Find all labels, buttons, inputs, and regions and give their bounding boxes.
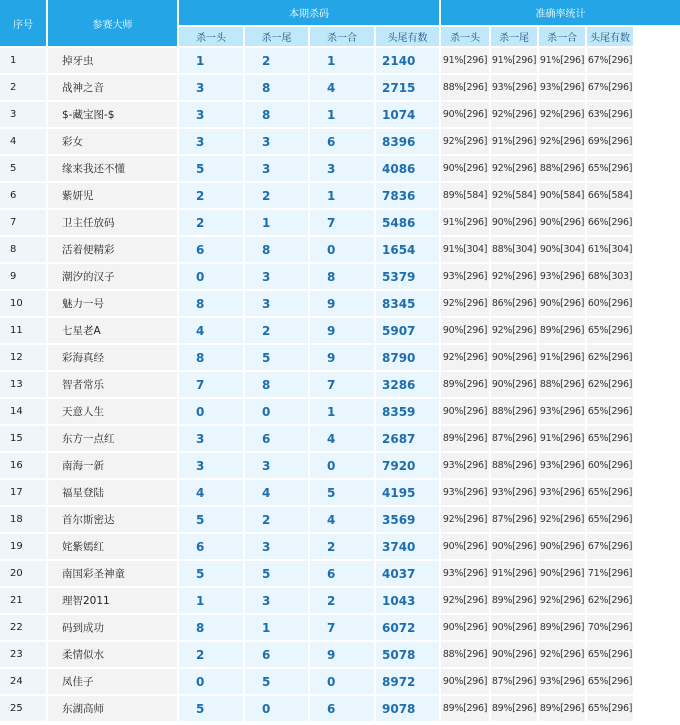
acc-sum-value: 88%[296] bbox=[539, 156, 585, 181]
acc-head-tail-value: 70%[296] bbox=[587, 615, 633, 640]
kill-sum-value: 0 bbox=[310, 237, 374, 262]
kill-tail-value: 3 bbox=[245, 588, 308, 613]
acc-tail-value: 92%[296] bbox=[491, 156, 537, 181]
kill-tail-value: 5 bbox=[245, 669, 308, 694]
acc-sum-value: 89%[296] bbox=[539, 696, 585, 721]
row-index: 14 bbox=[0, 399, 46, 424]
acc-head-tail-value: 66%[296] bbox=[587, 210, 633, 235]
row-index: 20 bbox=[0, 561, 46, 586]
acc-head-tail-value: 63%[296] bbox=[587, 102, 633, 127]
acc-head-value: 92%[296] bbox=[441, 345, 489, 370]
kill-tail-value: 3 bbox=[245, 291, 308, 316]
acc-head-value: 93%[296] bbox=[441, 480, 489, 505]
kill-head-value: 4 bbox=[179, 318, 243, 343]
acc-sum-value: 90%[296] bbox=[539, 534, 585, 559]
subheader-kill-sum: 杀一合 bbox=[310, 27, 374, 46]
kill-head-value: 1 bbox=[179, 48, 243, 73]
acc-sum-value: 92%[296] bbox=[539, 102, 585, 127]
row-index: 23 bbox=[0, 642, 46, 667]
acc-sum-value: 91%[296] bbox=[539, 426, 585, 451]
expert-name: 姹紫嫣红 bbox=[48, 534, 177, 559]
expert-name: 彩女 bbox=[48, 129, 177, 154]
kill-tail-value: 6 bbox=[245, 426, 308, 451]
acc-head-tail-value: 62%[296] bbox=[587, 588, 633, 613]
acc-head-tail-value: 65%[296] bbox=[587, 642, 633, 667]
acc-tail-value: 90%[296] bbox=[491, 534, 537, 559]
acc-head-value: 90%[296] bbox=[441, 156, 489, 181]
acc-sum-value: 90%[296] bbox=[539, 210, 585, 235]
acc-head-value: 93%[296] bbox=[441, 561, 489, 586]
kill-sum-value: 7 bbox=[310, 615, 374, 640]
subheader-acc-head-tail: 头尾有数 bbox=[587, 27, 633, 46]
acc-head-tail-value: 65%[296] bbox=[587, 156, 633, 181]
head-tail-value: 5078 bbox=[376, 642, 439, 667]
row-index: 3 bbox=[0, 102, 46, 127]
acc-tail-value: 87%[296] bbox=[491, 426, 537, 451]
subheader-acc-tail: 杀一尾 bbox=[491, 27, 537, 46]
expert-name: 战神之音 bbox=[48, 75, 177, 100]
kill-sum-value: 8 bbox=[310, 264, 374, 289]
row-index: 5 bbox=[0, 156, 46, 181]
kill-head-value: 5 bbox=[179, 561, 243, 586]
acc-head-value: 89%[584] bbox=[441, 183, 489, 208]
acc-sum-value: 90%[296] bbox=[539, 291, 585, 316]
kill-head-value: 3 bbox=[179, 129, 243, 154]
head-tail-value: 4195 bbox=[376, 480, 439, 505]
kill-tail-value: 5 bbox=[245, 345, 308, 370]
acc-head-value: 92%[296] bbox=[441, 291, 489, 316]
kill-sum-value: 9 bbox=[310, 291, 374, 316]
acc-head-tail-value: 67%[296] bbox=[587, 534, 633, 559]
row-index: 24 bbox=[0, 669, 46, 694]
acc-tail-value: 87%[296] bbox=[491, 669, 537, 694]
kill-tail-value: 8 bbox=[245, 102, 308, 127]
header-current-group: 本期杀码 bbox=[179, 0, 439, 25]
kill-sum-value: 1 bbox=[310, 48, 374, 73]
row-index: 25 bbox=[0, 696, 46, 721]
row-index: 22 bbox=[0, 615, 46, 640]
kill-head-value: 3 bbox=[179, 75, 243, 100]
kill-sum-value: 1 bbox=[310, 102, 374, 127]
acc-tail-value: 88%[296] bbox=[491, 399, 537, 424]
acc-head-value: 93%[296] bbox=[441, 453, 489, 478]
kill-head-value: 3 bbox=[179, 102, 243, 127]
kill-head-value: 2 bbox=[179, 183, 243, 208]
acc-head-value: 92%[296] bbox=[441, 507, 489, 532]
acc-tail-value: 88%[304] bbox=[491, 237, 537, 262]
expert-name: 七星老A bbox=[48, 318, 177, 343]
kill-sum-value: 9 bbox=[310, 642, 374, 667]
acc-sum-value: 89%[296] bbox=[539, 615, 585, 640]
row-index: 16 bbox=[0, 453, 46, 478]
acc-head-value: 89%[296] bbox=[441, 372, 489, 397]
head-tail-value: 2687 bbox=[376, 426, 439, 451]
acc-head-value: 93%[296] bbox=[441, 264, 489, 289]
acc-head-value: 91%[296] bbox=[441, 48, 489, 73]
kill-head-value: 6 bbox=[179, 534, 243, 559]
acc-head-tail-value: 68%[303] bbox=[587, 264, 633, 289]
acc-head-value: 90%[296] bbox=[441, 534, 489, 559]
acc-head-tail-value: 65%[296] bbox=[587, 399, 633, 424]
kill-head-value: 1 bbox=[179, 588, 243, 613]
acc-sum-value: 90%[296] bbox=[539, 561, 585, 586]
expert-name: 理智2011 bbox=[48, 588, 177, 613]
kill-tail-value: 2 bbox=[245, 507, 308, 532]
acc-head-value: 91%[304] bbox=[441, 237, 489, 262]
head-tail-value: 5379 bbox=[376, 264, 439, 289]
head-tail-value: 1043 bbox=[376, 588, 439, 613]
row-index: 19 bbox=[0, 534, 46, 559]
head-tail-value: 8345 bbox=[376, 291, 439, 316]
kill-sum-value: 4 bbox=[310, 75, 374, 100]
acc-tail-value: 90%[296] bbox=[491, 210, 537, 235]
kill-sum-value: 9 bbox=[310, 318, 374, 343]
head-tail-value: 9078 bbox=[376, 696, 439, 721]
kill-sum-value: 6 bbox=[310, 696, 374, 721]
acc-sum-value: 91%[296] bbox=[539, 48, 585, 73]
row-index: 6 bbox=[0, 183, 46, 208]
acc-head-value: 90%[296] bbox=[441, 399, 489, 424]
acc-head-value: 92%[296] bbox=[441, 588, 489, 613]
expert-name: 东湖高师 bbox=[48, 696, 177, 721]
expert-name: 彩海真经 bbox=[48, 345, 177, 370]
acc-tail-value: 90%[296] bbox=[491, 615, 537, 640]
kill-head-value: 2 bbox=[179, 642, 243, 667]
kill-sum-value: 4 bbox=[310, 507, 374, 532]
acc-sum-value: 93%[296] bbox=[539, 480, 585, 505]
head-tail-value: 3569 bbox=[376, 507, 439, 532]
expert-name: 南海一新 bbox=[48, 453, 177, 478]
row-index: 17 bbox=[0, 480, 46, 505]
acc-head-tail-value: 65%[296] bbox=[587, 507, 633, 532]
head-tail-value: 3740 bbox=[376, 534, 439, 559]
row-index: 4 bbox=[0, 129, 46, 154]
acc-tail-value: 89%[296] bbox=[491, 696, 537, 721]
kill-tail-value: 2 bbox=[245, 183, 308, 208]
header-accuracy-group: 准确率统计 bbox=[441, 0, 680, 25]
acc-head-tail-value: 60%[296] bbox=[587, 453, 633, 478]
expert-name: 南国彩圣神童 bbox=[48, 561, 177, 586]
expert-name: 柔情似水 bbox=[48, 642, 177, 667]
kill-sum-value: 7 bbox=[310, 210, 374, 235]
kill-sum-value: 9 bbox=[310, 345, 374, 370]
acc-head-value: 90%[296] bbox=[441, 102, 489, 127]
acc-tail-value: 86%[296] bbox=[491, 291, 537, 316]
acc-sum-value: 92%[296] bbox=[539, 129, 585, 154]
head-tail-value: 2140 bbox=[376, 48, 439, 73]
head-tail-value: 5907 bbox=[376, 318, 439, 343]
acc-head-value: 88%[296] bbox=[441, 75, 489, 100]
acc-head-tail-value: 60%[296] bbox=[587, 291, 633, 316]
row-index: 10 bbox=[0, 291, 46, 316]
expert-name: 智者常乐 bbox=[48, 372, 177, 397]
row-index: 13 bbox=[0, 372, 46, 397]
acc-tail-value: 92%[296] bbox=[491, 102, 537, 127]
expert-name: 凤佳子 bbox=[48, 669, 177, 694]
kill-tail-value: 3 bbox=[245, 129, 308, 154]
subheader-kill-head: 杀一头 bbox=[179, 27, 243, 46]
expert-name: 首尔斯密达 bbox=[48, 507, 177, 532]
expert-name: 紫妍児 bbox=[48, 183, 177, 208]
acc-sum-value: 89%[296] bbox=[539, 318, 585, 343]
acc-head-value: 89%[296] bbox=[441, 696, 489, 721]
acc-tail-value: 92%[296] bbox=[491, 264, 537, 289]
acc-sum-value: 93%[296] bbox=[539, 75, 585, 100]
acc-sum-value: 93%[296] bbox=[539, 399, 585, 424]
head-tail-value: 7920 bbox=[376, 453, 439, 478]
head-tail-value: 3286 bbox=[376, 372, 439, 397]
acc-sum-value: 93%[296] bbox=[539, 669, 585, 694]
acc-head-tail-value: 69%[296] bbox=[587, 129, 633, 154]
kill-sum-value: 3 bbox=[310, 156, 374, 181]
expert-name: 魅力一号 bbox=[48, 291, 177, 316]
kill-head-value: 5 bbox=[179, 507, 243, 532]
acc-head-tail-value: 62%[296] bbox=[587, 372, 633, 397]
expert-name: 天意人生 bbox=[48, 399, 177, 424]
acc-head-tail-value: 65%[296] bbox=[587, 426, 633, 451]
acc-tail-value: 93%[296] bbox=[491, 480, 537, 505]
header-index: 序号 bbox=[0, 0, 46, 46]
row-index: 11 bbox=[0, 318, 46, 343]
head-tail-value: 8790 bbox=[376, 345, 439, 370]
acc-head-value: 90%[296] bbox=[441, 669, 489, 694]
kill-sum-value: 5 bbox=[310, 480, 374, 505]
expert-name: 掉牙虫 bbox=[48, 48, 177, 73]
kill-sum-value: 7 bbox=[310, 372, 374, 397]
acc-tail-value: 90%[296] bbox=[491, 345, 537, 370]
kill-tail-value: 8 bbox=[245, 237, 308, 262]
subheader-kill-tail: 杀一尾 bbox=[245, 27, 308, 46]
acc-head-tail-value: 61%[304] bbox=[587, 237, 633, 262]
row-index: 2 bbox=[0, 75, 46, 100]
acc-head-value: 91%[296] bbox=[441, 210, 489, 235]
kill-tail-value: 3 bbox=[245, 534, 308, 559]
head-tail-value: 1654 bbox=[376, 237, 439, 262]
kill-head-value: 2 bbox=[179, 210, 243, 235]
head-tail-value: 6072 bbox=[376, 615, 439, 640]
kill-sum-value: 6 bbox=[310, 129, 374, 154]
head-tail-value: 1074 bbox=[376, 102, 439, 127]
head-tail-value: 7836 bbox=[376, 183, 439, 208]
kill-head-value: 5 bbox=[179, 156, 243, 181]
expert-name: 卫主任放码 bbox=[48, 210, 177, 235]
kill-tail-value: 1 bbox=[245, 615, 308, 640]
kill-head-value: 5 bbox=[179, 696, 243, 721]
row-index: 1 bbox=[0, 48, 46, 73]
kill-head-value: 7 bbox=[179, 372, 243, 397]
row-index: 21 bbox=[0, 588, 46, 613]
row-index: 15 bbox=[0, 426, 46, 451]
head-tail-value: 2715 bbox=[376, 75, 439, 100]
kill-tail-value: 8 bbox=[245, 75, 308, 100]
acc-tail-value: 91%[296] bbox=[491, 129, 537, 154]
acc-tail-value: 92%[584] bbox=[491, 183, 537, 208]
acc-sum-value: 93%[296] bbox=[539, 453, 585, 478]
acc-sum-value: 90%[304] bbox=[539, 237, 585, 262]
head-tail-value: 4037 bbox=[376, 561, 439, 586]
acc-head-tail-value: 65%[296] bbox=[587, 696, 633, 721]
kill-tail-value: 6 bbox=[245, 642, 308, 667]
acc-sum-value: 92%[296] bbox=[539, 507, 585, 532]
acc-sum-value: 92%[296] bbox=[539, 642, 585, 667]
acc-head-tail-value: 71%[296] bbox=[587, 561, 633, 586]
acc-sum-value: 92%[296] bbox=[539, 588, 585, 613]
row-index: 8 bbox=[0, 237, 46, 262]
acc-tail-value: 89%[296] bbox=[491, 588, 537, 613]
acc-head-tail-value: 65%[296] bbox=[587, 318, 633, 343]
row-index: 18 bbox=[0, 507, 46, 532]
expert-name: 码到成功 bbox=[48, 615, 177, 640]
kill-tail-value: 5 bbox=[245, 561, 308, 586]
acc-tail-value: 93%[296] bbox=[491, 75, 537, 100]
expert-name: 东方一点红 bbox=[48, 426, 177, 451]
kill-tail-value: 2 bbox=[245, 48, 308, 73]
acc-tail-value: 87%[296] bbox=[491, 507, 537, 532]
head-tail-value: 5486 bbox=[376, 210, 439, 235]
acc-tail-value: 90%[296] bbox=[491, 372, 537, 397]
acc-sum-value: 93%[296] bbox=[539, 264, 585, 289]
kill-tail-value: 8 bbox=[245, 372, 308, 397]
kill-head-value: 4 bbox=[179, 480, 243, 505]
kill-head-value: 0 bbox=[179, 399, 243, 424]
head-tail-value: 4086 bbox=[376, 156, 439, 181]
header-expert: 参赛大师 bbox=[48, 0, 177, 46]
kill-head-value: 8 bbox=[179, 615, 243, 640]
acc-head-tail-value: 67%[296] bbox=[587, 48, 633, 73]
expert-name: 活着便精彩 bbox=[48, 237, 177, 262]
acc-head-tail-value: 65%[296] bbox=[587, 480, 633, 505]
kill-tail-value: 3 bbox=[245, 264, 308, 289]
subheader-acc-sum: 杀一合 bbox=[539, 27, 585, 46]
kill-sum-value: 0 bbox=[310, 669, 374, 694]
acc-head-value: 92%[296] bbox=[441, 129, 489, 154]
acc-head-value: 90%[296] bbox=[441, 615, 489, 640]
kill-head-value: 0 bbox=[179, 264, 243, 289]
head-tail-value: 8972 bbox=[376, 669, 439, 694]
expert-name: 福星登陆 bbox=[48, 480, 177, 505]
expert-name: 潮汐的汉子 bbox=[48, 264, 177, 289]
expert-name: $-藏宝图-$ bbox=[48, 102, 177, 127]
acc-sum-value: 88%[296] bbox=[539, 372, 585, 397]
kill-sum-value: 0 bbox=[310, 453, 374, 478]
acc-tail-value: 91%[296] bbox=[491, 48, 537, 73]
acc-head-value: 89%[296] bbox=[441, 426, 489, 451]
kill-head-value: 6 bbox=[179, 237, 243, 262]
kill-head-value: 3 bbox=[179, 426, 243, 451]
acc-sum-value: 91%[296] bbox=[539, 345, 585, 370]
kill-tail-value: 0 bbox=[245, 399, 308, 424]
row-index: 7 bbox=[0, 210, 46, 235]
kill-sum-value: 2 bbox=[310, 588, 374, 613]
head-tail-value: 8396 bbox=[376, 129, 439, 154]
kill-head-value: 8 bbox=[179, 291, 243, 316]
expert-name: 缘来我还不懂 bbox=[48, 156, 177, 181]
acc-tail-value: 91%[296] bbox=[491, 561, 537, 586]
kill-tail-value: 1 bbox=[245, 210, 308, 235]
row-index: 9 bbox=[0, 264, 46, 289]
kill-sum-value: 1 bbox=[310, 183, 374, 208]
acc-head-tail-value: 66%[584] bbox=[587, 183, 633, 208]
acc-head-tail-value: 65%[296] bbox=[587, 669, 633, 694]
subheader-head-tail: 头尾有数 bbox=[376, 27, 439, 46]
acc-head-tail-value: 67%[296] bbox=[587, 75, 633, 100]
kill-tail-value: 0 bbox=[245, 696, 308, 721]
acc-sum-value: 90%[584] bbox=[539, 183, 585, 208]
kill-tail-value: 2 bbox=[245, 318, 308, 343]
row-index: 12 bbox=[0, 345, 46, 370]
acc-tail-value: 90%[296] bbox=[491, 642, 537, 667]
acc-head-tail-value: 62%[296] bbox=[587, 345, 633, 370]
subheader-acc-head: 杀一头 bbox=[441, 27, 489, 46]
kill-head-value: 0 bbox=[179, 669, 243, 694]
acc-head-value: 88%[296] bbox=[441, 642, 489, 667]
kill-tail-value: 4 bbox=[245, 480, 308, 505]
kill-sum-value: 4 bbox=[310, 426, 374, 451]
kill-sum-value: 6 bbox=[310, 561, 374, 586]
kill-sum-value: 1 bbox=[310, 399, 374, 424]
kill-tail-value: 3 bbox=[245, 453, 308, 478]
kill-tail-value: 3 bbox=[245, 156, 308, 181]
acc-tail-value: 88%[296] bbox=[491, 453, 537, 478]
kill-head-value: 3 bbox=[179, 453, 243, 478]
acc-tail-value: 92%[296] bbox=[491, 318, 537, 343]
kill-head-value: 8 bbox=[179, 345, 243, 370]
head-tail-value: 8359 bbox=[376, 399, 439, 424]
kill-sum-value: 2 bbox=[310, 534, 374, 559]
acc-head-value: 90%[296] bbox=[441, 318, 489, 343]
